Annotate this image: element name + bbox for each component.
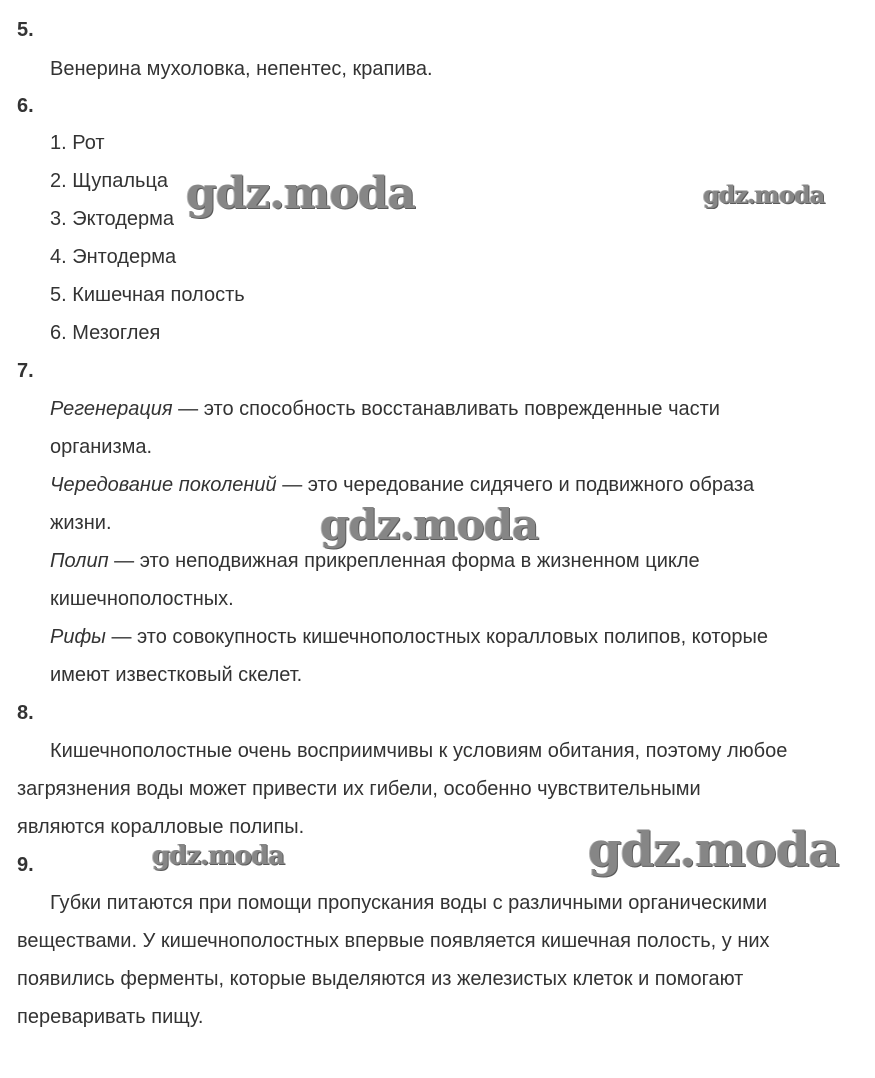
definition-text: — это совокупность кишечнополостных коралловых полипов, которые: [105, 626, 769, 648]
section-number-9: 9.: [17, 854, 34, 876]
watermark-logo: gdz.moda: [320, 500, 539, 549]
definition-term: Регенерация: [50, 398, 173, 420]
definition-line-cont: жизни.: [50, 512, 112, 534]
definition-term: Рифы: [50, 626, 106, 648]
list-item: 4. Энтодерма: [50, 246, 177, 268]
list-item: 2. Щупальца: [50, 170, 169, 192]
definition-term: Чередование поколений: [50, 474, 277, 496]
section-number-6: 6.: [17, 95, 34, 117]
definition-line: [50, 473, 754, 497]
watermark-logo: gdz.moda: [152, 841, 285, 871]
section-5-text: Венерина мухоловка, непентес, крапива.: [50, 58, 433, 80]
paragraph-line: веществами. У кишечнополостных впервые появляется кишечная полость, у них: [17, 930, 770, 952]
list-item: 1. Рот: [50, 132, 105, 154]
definition-text: — это неподвижная прикрепленная форма в жизненном цикле: [108, 550, 700, 572]
paragraph-line: являются коралловые полипы.: [17, 816, 305, 838]
definition-line: [50, 549, 700, 573]
definition-line-cont: организма.: [50, 436, 153, 458]
list-item: 3. Эктодерма: [50, 208, 174, 230]
definition-line: [50, 625, 768, 649]
section-number-8: 8.: [17, 702, 34, 724]
watermark-logo: gdz.moda: [703, 180, 825, 209]
definition-line-cont: имеют известковый скелет.: [50, 664, 303, 686]
definition-line-cont: кишечнополостных.: [50, 588, 234, 610]
watermark-logo: gdz.moda: [588, 822, 839, 878]
paragraph-line: появились ферменты, которые выделяются из железистых клеток и помогают: [17, 968, 744, 990]
definition-term: Полип: [50, 550, 109, 572]
definition-line: [50, 397, 720, 421]
definition-text: — это чередование сидячего и подвижного образа: [276, 474, 755, 496]
section-number-5: 5.: [17, 19, 34, 41]
section-number-7: 7.: [17, 360, 34, 382]
paragraph-line: переваривать пищу.: [17, 1006, 204, 1028]
paragraph-line: загрязнения воды может привести их гибели, особенно чувствительными: [17, 778, 701, 800]
definition-text: — это способность восстанавливать поврежденные части: [172, 398, 720, 420]
watermark-logo: gdz.moda: [186, 168, 416, 219]
list-item: 6. Мезоглея: [50, 322, 161, 344]
list-item: 5. Кишечная полость: [50, 284, 245, 306]
paragraph-line: Губки питаются при помощи пропускания воды с различными органическими: [50, 892, 768, 914]
paragraph-line: Кишечнополостные очень восприимчивы к условиям обитания, поэтому любое: [50, 740, 788, 762]
